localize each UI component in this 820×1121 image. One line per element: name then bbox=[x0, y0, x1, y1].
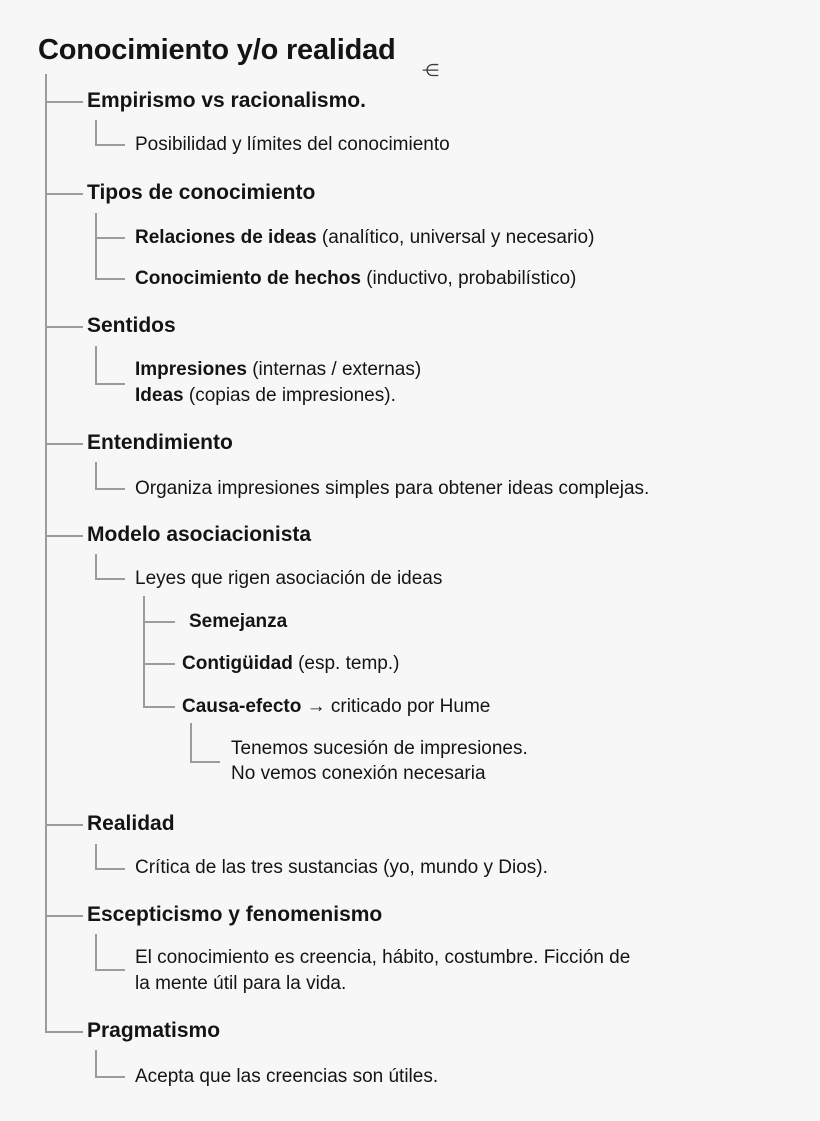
law-connector bbox=[143, 596, 145, 706]
law-connector bbox=[143, 706, 175, 708]
sub-connector bbox=[95, 144, 125, 146]
section-heading-empirismo: Empirismo vs racionalismo. bbox=[87, 89, 366, 112]
title-mark-icon: ⋲ bbox=[422, 61, 439, 80]
item-rest: (inductivo, probabilístico) bbox=[360, 268, 577, 289]
branch-connector bbox=[45, 101, 83, 103]
sub-connector bbox=[95, 383, 125, 385]
section-heading-escepticismo: Escepticismo y fenomenismo bbox=[87, 903, 383, 926]
page-title: Conocimiento y/o realidad bbox=[38, 34, 396, 66]
sub-connector bbox=[95, 213, 97, 278]
section-heading-sentidos: Sentidos bbox=[87, 314, 176, 337]
sub-connector bbox=[95, 554, 97, 578]
law-bold: Causa-efecto bbox=[182, 696, 302, 717]
main-spine-line bbox=[45, 74, 47, 1032]
item-text: Leyes que rigen asociación de ideas bbox=[135, 568, 443, 589]
item-text: Organiza impresiones simples para obtener ideas complejas. bbox=[135, 478, 650, 499]
branch-connector bbox=[45, 1031, 83, 1033]
section-heading-modelo: Modelo asociacionista bbox=[87, 523, 312, 546]
item-text bbox=[135, 384, 396, 408]
item-bold: Conocimiento de hechos bbox=[135, 268, 361, 289]
section-heading-entendimiento: Entendimiento bbox=[87, 431, 233, 454]
branch-connector bbox=[45, 326, 83, 328]
branch-connector bbox=[45, 915, 83, 917]
sub-connector bbox=[95, 120, 97, 144]
item-text: Acepta que las creencias son útiles. bbox=[135, 1066, 439, 1087]
law-item bbox=[189, 610, 287, 634]
branch-connector bbox=[45, 193, 83, 195]
item-text: la mente útil para la vida. bbox=[135, 973, 347, 994]
sub-connector bbox=[95, 868, 125, 870]
item-text bbox=[135, 358, 421, 382]
law-rest: → criticado por Hume bbox=[301, 696, 491, 717]
item-text: Crítica de las tres sustancias (yo, mundo y Dios). bbox=[135, 857, 548, 878]
item-bold: Impresiones bbox=[135, 359, 247, 380]
sub-connector bbox=[95, 934, 97, 969]
law-item bbox=[182, 695, 490, 719]
note-connector bbox=[190, 761, 220, 763]
item-bold: Ideas bbox=[135, 385, 184, 406]
item-text: El conocimiento es creencia, hábito, costumbre. Ficción de bbox=[135, 947, 631, 968]
sub-connector bbox=[95, 346, 97, 383]
law-bold: Contigüidad bbox=[182, 653, 293, 674]
item-bold: Relaciones de ideas bbox=[135, 227, 317, 248]
item-text: Posibilidad y límites del conocimiento bbox=[135, 134, 450, 155]
branch-connector bbox=[45, 824, 83, 826]
branch-connector bbox=[45, 443, 83, 445]
section-heading-pragmatismo: Pragmatismo bbox=[87, 1019, 221, 1042]
law-bold: Semejanza bbox=[189, 611, 288, 632]
sub-connector bbox=[95, 1050, 97, 1076]
section-heading-tipos: Tipos de conocimiento bbox=[87, 181, 316, 204]
sub-connector bbox=[95, 278, 125, 280]
law-connector bbox=[143, 621, 175, 623]
sub-connector bbox=[95, 844, 97, 868]
law-rest: (esp. temp.) bbox=[292, 653, 400, 674]
item-rest: (internas / externas) bbox=[246, 359, 422, 380]
branch-connector bbox=[45, 535, 83, 537]
law-connector bbox=[143, 663, 175, 665]
sub-connector bbox=[95, 462, 97, 488]
sub-connector bbox=[95, 237, 125, 239]
note-connector bbox=[190, 723, 192, 761]
sub-connector bbox=[95, 578, 125, 580]
hume-note: No vemos conexión necesaria bbox=[231, 763, 486, 784]
item-rest: (copias de impresiones). bbox=[183, 385, 396, 406]
sub-connector bbox=[95, 1076, 125, 1078]
item-text bbox=[135, 267, 576, 291]
sub-connector bbox=[95, 488, 125, 490]
section-heading-realidad: Realidad bbox=[87, 812, 175, 835]
item-rest: (analítico, universal y necesario) bbox=[316, 227, 595, 248]
law-item bbox=[182, 652, 399, 676]
item-text bbox=[135, 226, 594, 250]
sub-connector bbox=[95, 969, 125, 971]
hume-note: Tenemos sucesión de impresiones. bbox=[231, 738, 528, 759]
